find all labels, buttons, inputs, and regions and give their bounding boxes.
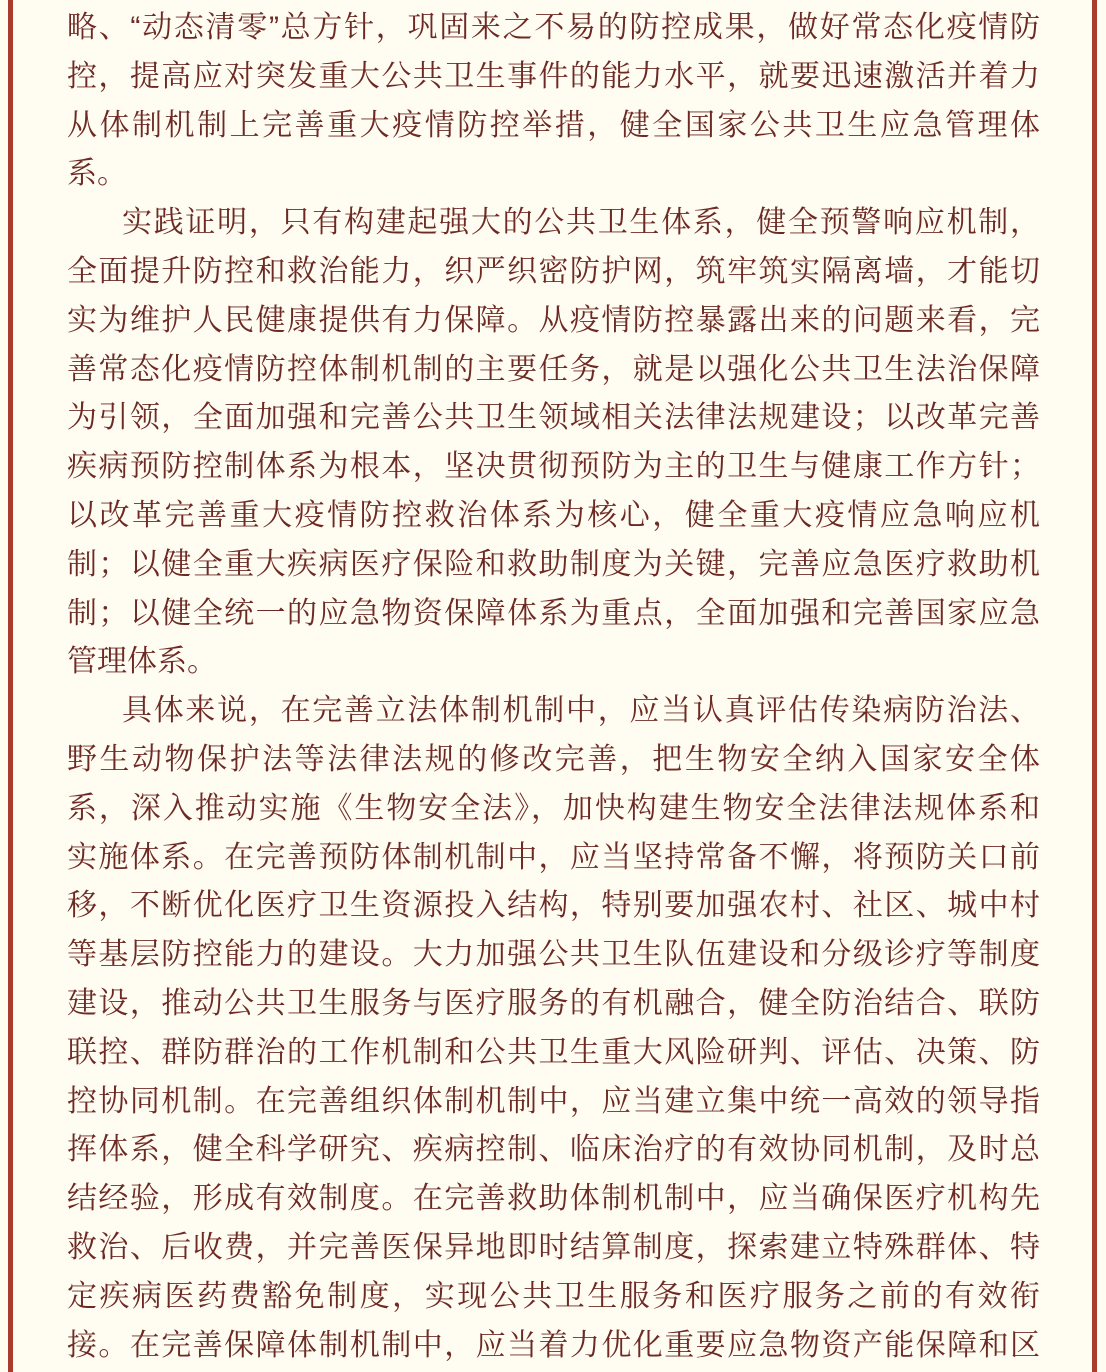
text-line: 实践证明，只有构建起强大的公共卫生体系，健全预警响应机制，	[122, 206, 1040, 240]
text-line: 系。	[67, 157, 127, 191]
text-line: 为引领，全面加强和完善公共卫生领域相关法律法规建设；以改革完善	[67, 401, 1040, 435]
text-line: 实施体系。在完善预防体制机制中，应当坚持常备不懈，将预防关口前	[67, 840, 1040, 874]
text-line: 制；以健全重大疾病医疗保险和救助制度为关键，完善应急医疗救助机	[67, 547, 1040, 581]
paragraph	[67, 687, 1040, 1370]
text-line: 联控、群防群治的工作机制和公共卫生重大风险研判、评估、决策、防	[67, 1035, 1040, 1069]
text-line: 野生动物保护法等法律法规的修改完善，把生物安全纳入国家安全体	[67, 742, 1040, 776]
text-line: 接。在完善保障体制机制中，应当着力优化重要应急物资产能保障和区	[67, 1328, 1040, 1362]
text-line: 移，不断优化医疗卫生资源投入结构，特别要加强农村、社区、城中村	[67, 889, 1040, 923]
text-line: 救治、后收费，并完善医保异地即时结算制度，探索建立特殊群体、特	[67, 1230, 1040, 1264]
card-right-rule	[1092, 0, 1097, 1372]
text-line: 控协同机制。在完善组织体制机制中，应当建立集中统一高效的领导指	[67, 1084, 1040, 1118]
text-line: 善常态化疫情防控体制机制的主要任务，就是以强化公共卫生法治保障	[67, 352, 1040, 386]
text-line: 实为维护人民健康提供有力保障。从疫情防控暴露出来的问题来看，完	[67, 303, 1040, 337]
text-line: 略、“动态清零”总方针，巩固来之不易的防控成果，做好常态化疫情防	[67, 11, 1040, 44]
text-line: 系，深入推动实施《生物安全法》，加快构建生物安全法律法规体系和	[67, 791, 1040, 825]
paragraph	[67, 4, 1040, 199]
text-line: 控，提高应对突发重大公共卫生事件的能力水平，就要迅速激活并着力	[67, 59, 1040, 93]
paragraph	[67, 199, 1040, 687]
text-line: 结经验，形成有效制度。在完善救助体制机制中，应当确保医疗机构先	[67, 1182, 1040, 1216]
text-line: 等基层防控能力的建设。大力加强公共卫生队伍建设和分级诊疗等制度	[67, 938, 1040, 972]
text-line: 全面提升防控和救治能力，织严织密防护网，筑牢筑实隔离墙，才能切	[67, 254, 1040, 288]
text-line: 定疾病医药费豁免制度，实现公共卫生服务和医疗服务之前的有效衔	[67, 1279, 1040, 1313]
text-line: 制；以健全统一的应急物资保障体系为重点，全面加强和完善国家应急	[67, 596, 1040, 630]
text-line: 以改革完善重大疫情防控救治体系为核心，健全重大疫情应急响应机	[67, 498, 1040, 532]
text-line: 具体来说，在完善立法体制机制中，应当认真评估传染病防治法、	[122, 694, 1040, 728]
text-line: 挥体系，健全科学研究、疾病控制、临床治疗的有效协同机制，及时总	[67, 1133, 1040, 1167]
article-body	[13, 0, 1092, 1372]
text-line: 建设，推动公共卫生服务与医疗服务的有机融合，健全防治结合、联防	[67, 986, 1040, 1020]
text-line: 管理体系。	[67, 645, 217, 679]
text-line: 从体制机制上完善重大疫情防控举措，健全国家公共卫生应急管理体	[67, 108, 1040, 142]
text-line: 疾病预防控制体系为根本，坚决贯彻预防为主的卫生与健康工作方针；	[67, 450, 1040, 484]
